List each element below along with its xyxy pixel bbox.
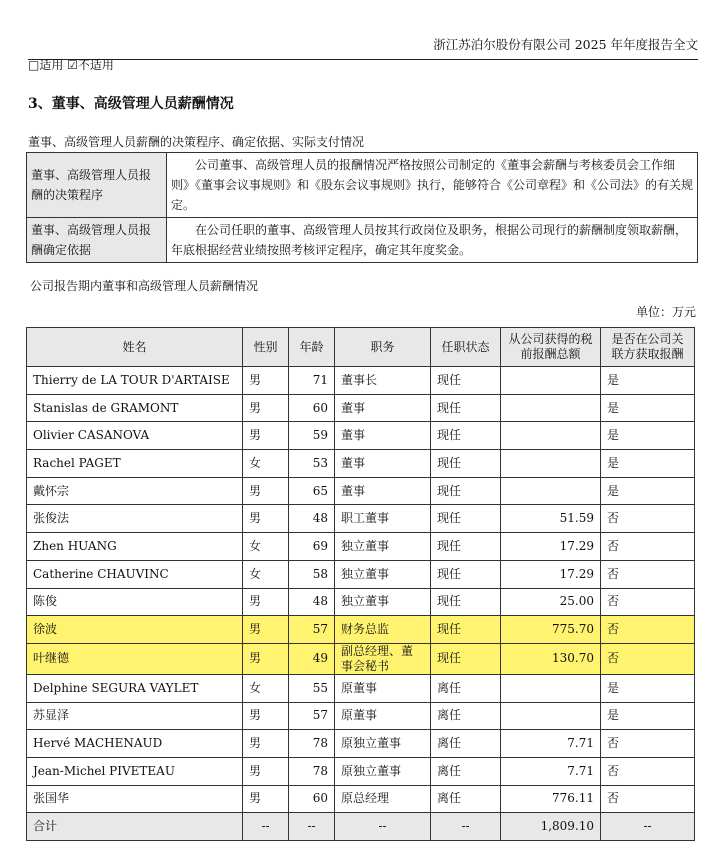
cell-name: Olivier CASANOVA [27, 422, 243, 450]
cell-position: 财务总监 [335, 616, 431, 644]
cell-related: 否 [601, 730, 695, 758]
cell-age: 58 [289, 560, 335, 588]
table-row [27, 643, 695, 674]
cell-age: 60 [289, 785, 335, 813]
policy-key: 董事、高级管理人员报酬的决策程序 [27, 153, 167, 218]
cell-pay: 17.29 [501, 533, 601, 561]
cell-name: Jean-Michel PIVETEAU [27, 757, 243, 785]
cell-related: 否 [601, 588, 695, 616]
cell-name: Stanislas de GRAMONT [27, 394, 243, 422]
cell-status: 离任 [431, 730, 501, 758]
cell-position: 原独立董事 [335, 730, 431, 758]
cell-status: 现任 [431, 422, 501, 450]
col-gender: 性别 [243, 328, 289, 367]
cell-gender: 男 [243, 785, 289, 813]
cell-pay: 51.59 [501, 505, 601, 533]
cell-name: Delphine SEGURA VAYLET [27, 674, 243, 702]
cell-name: 张国华 [27, 785, 243, 813]
col-related: 是否在公司关联方获取报酬 [601, 328, 695, 367]
cell-name: 叶继德 [27, 643, 243, 674]
cell-related: 否 [601, 505, 695, 533]
cell-name: Catherine CHAUVINC [27, 560, 243, 588]
cell-status: 现任 [431, 394, 501, 422]
cell-age: 57 [289, 702, 335, 730]
cell-age: -- [289, 813, 335, 841]
cell-pay: 17.29 [501, 560, 601, 588]
cell-pay [501, 702, 601, 730]
cell-related: 否 [601, 616, 695, 644]
cell-gender: 男 [243, 367, 289, 395]
total-row [27, 813, 695, 841]
cell-gender: 男 [243, 757, 289, 785]
cell-pay: 1,809.10 [501, 813, 601, 841]
cell-position: 独立董事 [335, 533, 431, 561]
cell-gender: 男 [243, 394, 289, 422]
cell-related: 否 [601, 533, 695, 561]
cell-status: 现任 [431, 450, 501, 478]
table-caption: 公司报告期内董事和高级管理人员薪酬情况 [30, 279, 259, 293]
cell-status: 现任 [431, 560, 501, 588]
cell-gender: 男 [243, 616, 289, 644]
cell-related: 否 [601, 643, 695, 674]
unit-label: 单位：万元 [635, 305, 696, 319]
cell-age: 65 [289, 477, 335, 505]
cell-pay [501, 450, 601, 478]
cell-gender: 男 [243, 477, 289, 505]
cell-position: 职工董事 [335, 505, 431, 533]
compensation-table [26, 327, 695, 841]
policy-value: 在公司任职的董事、高级管理人员按其行政岗位及职务，根据公司现行的薪酬制度领取薪酬，年底根据经营业绩按照考核评定程序，确定其年度奖金。 [167, 218, 698, 263]
table-row [27, 730, 695, 758]
cell-pay: 776.11 [501, 785, 601, 813]
cell-position: 原总经理 [335, 785, 431, 813]
cell-status: 现任 [431, 477, 501, 505]
cell-gender: 男 [243, 422, 289, 450]
cell-age: 53 [289, 450, 335, 478]
cell-position: 独立董事 [335, 588, 431, 616]
table-row [27, 674, 695, 702]
cell-related: 是 [601, 477, 695, 505]
section-subtitle: 董事、高级管理人员薪酬的决策程序、确定依据、实际支付情况 [28, 135, 365, 149]
cell-name: 徐波 [27, 616, 243, 644]
col-age: 年龄 [289, 328, 335, 367]
cell-name: 苏显泽 [27, 702, 243, 730]
cell-gender: 女 [243, 533, 289, 561]
cell-position: 董事长 [335, 367, 431, 395]
cell-status: 现任 [431, 505, 501, 533]
cell-status: 现任 [431, 367, 501, 395]
cell-name: 张俊法 [27, 505, 243, 533]
cell-pay [501, 477, 601, 505]
cell-gender: 男 [243, 702, 289, 730]
cell-gender: 男 [243, 730, 289, 758]
table-row [27, 560, 695, 588]
cell-age: 71 [289, 367, 335, 395]
cell-position: 董事 [335, 477, 431, 505]
table-header-row [27, 328, 695, 367]
cell-name: Thierry de LA TOUR D'ARTAISE [27, 367, 243, 395]
cell-position: -- [335, 813, 431, 841]
cell-pay [501, 367, 601, 395]
cell-name: Rachel PAGET [27, 450, 243, 478]
cell-age: 48 [289, 588, 335, 616]
cell-related: 否 [601, 757, 695, 785]
cell-pay: 130.70 [501, 643, 601, 674]
cell-age: 48 [289, 505, 335, 533]
cell-related: 是 [601, 702, 695, 730]
cell-related: 是 [601, 450, 695, 478]
col-status: 任职状态 [431, 328, 501, 367]
cell-age: 60 [289, 394, 335, 422]
cell-gender: 男 [243, 588, 289, 616]
cell-position: 董事 [335, 394, 431, 422]
cell-related: -- [601, 813, 695, 841]
cell-age: 59 [289, 422, 335, 450]
cell-age: 57 [289, 616, 335, 644]
cell-gender: -- [243, 813, 289, 841]
cell-pay: 775.70 [501, 616, 601, 644]
cell-pay [501, 422, 601, 450]
cell-gender: 男 [243, 643, 289, 674]
table-row [27, 757, 695, 785]
policy-row [27, 153, 698, 218]
table-row [27, 394, 695, 422]
cell-related: 否 [601, 560, 695, 588]
table-row [27, 367, 695, 395]
cell-status: 离任 [431, 702, 501, 730]
col-name: 姓名 [27, 328, 243, 367]
cell-name: 陈俊 [27, 588, 243, 616]
cell-status: 现任 [431, 588, 501, 616]
cell-position: 副总经理、董事会秘书 [335, 643, 431, 674]
cell-age: 49 [289, 643, 335, 674]
table-row [27, 505, 695, 533]
cell-related: 否 [601, 785, 695, 813]
applicable-checkbox-line: □适用 ☑不适用 [28, 58, 114, 72]
cell-pay [501, 394, 601, 422]
cell-status: 离任 [431, 785, 501, 813]
table-row [27, 477, 695, 505]
col-pay: 从公司获得的税前报酬总额 [501, 328, 601, 367]
policy-value: 公司董事、高级管理人员的报酬情况严格按照公司制定的《董事会薪酬与考核委员会工作细则》《董事会议事规则》和《股东会议事规则》执行，能够符合《公司章程》和《公司法》的有关规定。 [167, 153, 698, 218]
cell-name: Zhen HUANG [27, 533, 243, 561]
cell-status: -- [431, 813, 501, 841]
cell-position: 独立董事 [335, 560, 431, 588]
table-row [27, 588, 695, 616]
cell-related: 是 [601, 367, 695, 395]
cell-gender: 女 [243, 560, 289, 588]
cell-name: 合计 [27, 813, 243, 841]
policy-row [27, 218, 698, 263]
cell-position: 原董事 [335, 702, 431, 730]
header-title: 浙江苏泊尔股份有限公司 2025 年年度报告全文 [433, 37, 698, 52]
cell-age: 55 [289, 674, 335, 702]
policy-key: 董事、高级管理人员报酬确定依据 [27, 218, 167, 263]
cell-status: 现任 [431, 533, 501, 561]
table-row [27, 450, 695, 478]
cell-age: 78 [289, 730, 335, 758]
cell-pay: 7.71 [501, 757, 601, 785]
cell-status: 现任 [431, 643, 501, 674]
section-title: 3、董事、高级管理人员薪酬情况 [28, 96, 234, 112]
cell-position: 原独立董事 [335, 757, 431, 785]
table-row [27, 422, 695, 450]
cell-related: 是 [601, 422, 695, 450]
cell-position: 原董事 [335, 674, 431, 702]
cell-name: 戴怀宗 [27, 477, 243, 505]
table-row [27, 785, 695, 813]
cell-pay: 7.71 [501, 730, 601, 758]
cell-position: 董事 [335, 450, 431, 478]
policy-table [26, 152, 698, 263]
cell-pay: 25.00 [501, 588, 601, 616]
cell-status: 现任 [431, 616, 501, 644]
cell-age: 69 [289, 533, 335, 561]
table-row [27, 702, 695, 730]
cell-position: 董事 [335, 422, 431, 450]
cell-gender: 女 [243, 674, 289, 702]
page-header [28, 33, 698, 60]
cell-related: 是 [601, 394, 695, 422]
cell-age: 78 [289, 757, 335, 785]
cell-gender: 女 [243, 450, 289, 478]
table-row [27, 533, 695, 561]
cell-pay [501, 674, 601, 702]
cell-name: Hervé MACHENAUD [27, 730, 243, 758]
cell-status: 离任 [431, 674, 501, 702]
cell-status: 离任 [431, 757, 501, 785]
table-row [27, 616, 695, 644]
cell-related: 是 [601, 674, 695, 702]
cell-gender: 男 [243, 505, 289, 533]
col-position: 职务 [335, 328, 431, 367]
